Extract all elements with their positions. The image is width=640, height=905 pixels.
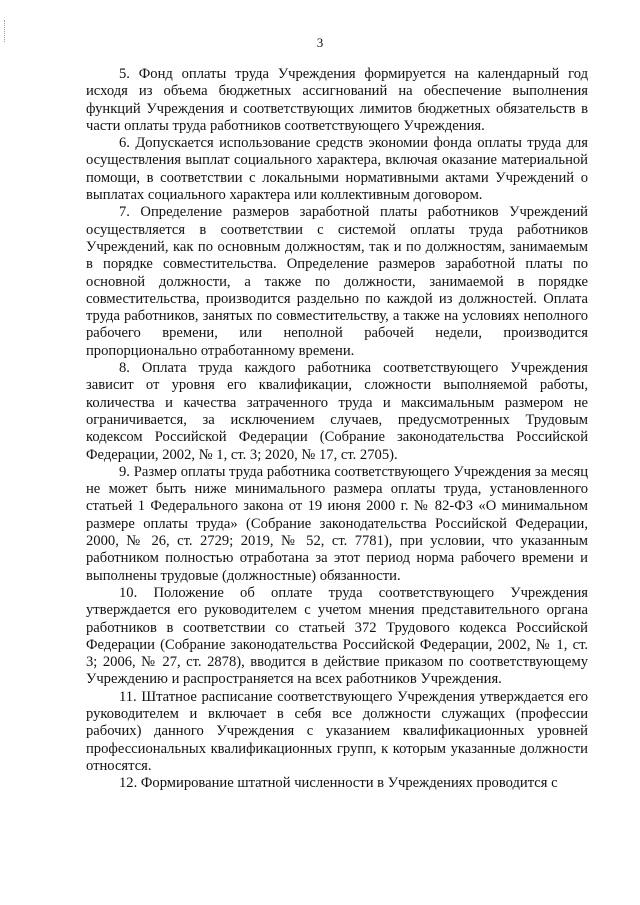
page-number: 3 <box>316 35 324 50</box>
paragraph-6: 6. Допускается использование средств экономии фонда оплаты труда для осуществления выплат социального характера, включая оказание материальной помощи, в соответствии с локальными нормативными актами Учреждений о выплатах социального характера или коллективным договором. <box>86 135 588 204</box>
paragraph-9: 9. Размер оплаты труда работника соответствующего Учреждения за месяц не может быть ниже минимального размера оплаты труда, установленного статьей 1 Федерального закона от 19 июня 2000 г. № 82-ФЗ «О минимальном размере оплаты труда» (Собрание законодательства Российской Федерации, 2000, № 26, ст. 2729; 2019, № 52, ст. 7781), при условии, что указанным работником полностью отработана за этот период норма рабочего времени и выполнены трудовые (должностные) обязанности. <box>86 463 588 584</box>
paragraph-7: 7. Определение размеров заработной платы работников Учреждений осуществляется в соответствии с системой оплаты труда работников Учреждений, как по основным должностям, так и по должностям, занимаемым в порядке совместительства. Определение размеров заработной платы по основной должности, а также по должности, занимаемой в порядке совместительства, производится раздельно по каждой из должностей. Оплата труда работников, занятых по совместительству, а также на условиях неполного рабочего времени, или неполной рабочей недели, производится пропорционально отработанному времени. <box>86 204 588 359</box>
paragraph-5: 5. Фонд оплаты труда Учреждения формируется на календарный год исходя из объема бюджетных ассигнований на обеспечение выполнения функций Учреждения и соответствующих лимитов бюджетных обязательств в части оплаты труда работников соответствующего Учреждения. <box>86 66 588 134</box>
paragraph-11: 11. Штатное расписание соответствующего Учреждения утверждается его руководителем и включает в себя все должности служащих (профессии рабочих) данного Учреждения с указанием квалификационных уровней профессиональных квалификационных групп, к которым указанные должности относятся. <box>86 688 588 774</box>
document-body <box>86 66 588 792</box>
paragraph-10: 10. Положение об оплате труда соответствующего Учреждения утверждается его руководителем с учетом мнения представительного органа работников в соответствии со статьей 372 Трудового кодекса Российской Федерации (Собрание законодательства Российской Федерации, 2002, № 1, ст. 3; 2006, № 27, ст. 2878), вводится в действие приказом по соответствующему Учреждению и распространяется на всех работников Учреждения. <box>86 584 588 688</box>
paragraph-8: 8. Оплата труда каждого работника соответствующего Учреждения зависит от уровня его квалификации, сложности выполняемой работы, количества и качества затраченного труда и максимальным размером не ограничивается, за исключением случаев, предусмотренных Трудовым кодексом Российской Федерации (Собрание законодательства Российской Федерации, 2002, № 1, ст. 3; 2020, № 17, ст. 2705). <box>86 360 588 463</box>
paragraph-12: 12. Формирование штатной численности в Учреждениях проводится с <box>119 775 558 792</box>
